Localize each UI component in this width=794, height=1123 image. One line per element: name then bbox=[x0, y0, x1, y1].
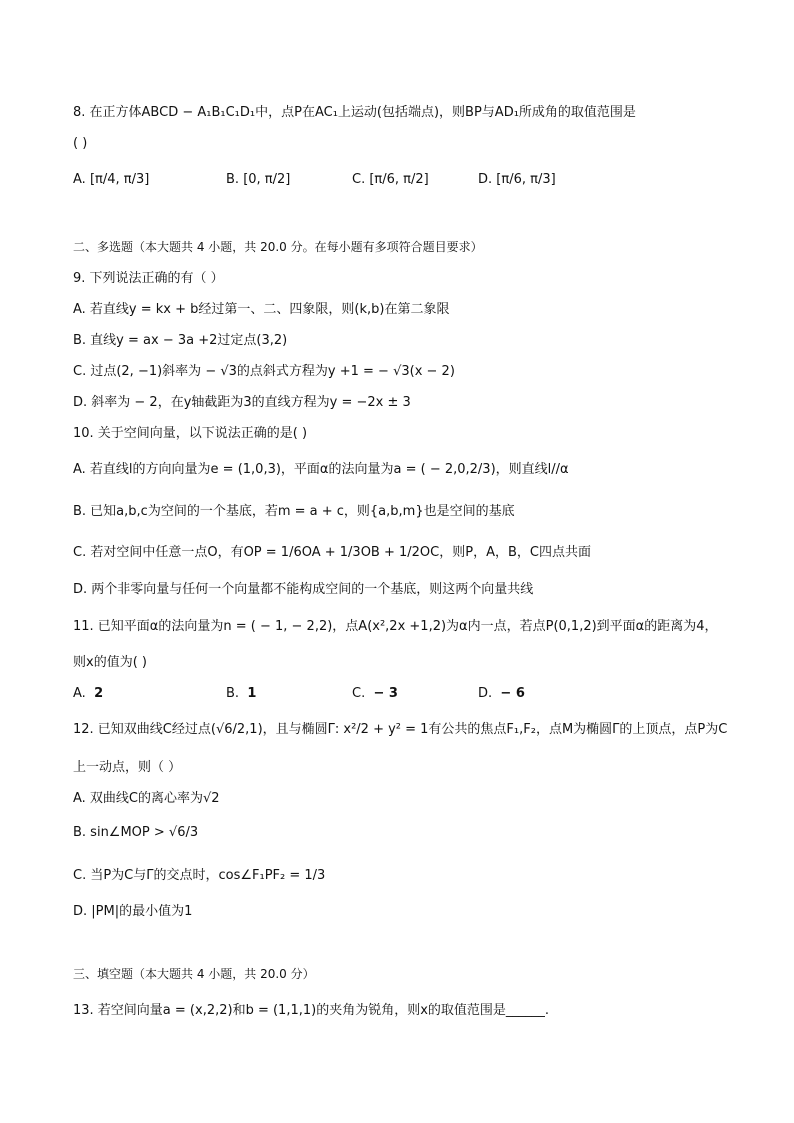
q8-stem: 8. 在正方体ABCD − A₁B₁C₁D₁中，点P在AC₁上运动(包括端点)，则BP与AD₁所成角的取值范围是 bbox=[73, 105, 636, 120]
q11-option-b: B. 1 bbox=[226, 686, 257, 701]
q12-option-b: B. sin∠MOP > √6/3 bbox=[73, 825, 199, 840]
q9-stem: 9. 下列说法正确的有（ ） bbox=[73, 271, 224, 286]
q9-option-d: D. 斜率为 − 2，在y轴截距为3的直线方程为y = −2x ± 3 bbox=[73, 395, 411, 410]
q9-option-c: C. 过点(2, −1)斜率为 − √3的点斜式方程为y +1 = − √3(x − 2) bbox=[73, 364, 455, 379]
q10-option-b: B. 已知a,b,c为空间的一个基底，若m = a + c，则{a,b,m}也是空间的基底 bbox=[73, 504, 515, 519]
q9-option-a: A. 若直线y = kx + b经过第一、二、四象限，则(k,b)在第二象限 bbox=[73, 302, 450, 317]
q12-option-d: D. |PM|的最小值为1 bbox=[73, 904, 193, 919]
q8-paren: ( ) bbox=[73, 136, 88, 151]
q10-option-a: A. 若直线l的方向向量为e = (1,0,3)，平面α的法向量为a = ( − 2,0,2/3)，则直线l//α bbox=[73, 462, 569, 477]
q8-option-d: D. [π/6, π/3] bbox=[478, 172, 556, 187]
q12-stem: 12. 已知双曲线C经过点(√6/2,1)，且与椭圆Γ: x²/2 + y² = 1有公共的焦点F₁,F₂，点M为椭圆Γ的上顶点，点P为C bbox=[73, 722, 728, 737]
q8-option-b: B. [0, π/2] bbox=[226, 172, 291, 187]
section-heading-fill-blank: 三、填空题（本大题共 4 小题，共 20.0 分） bbox=[73, 967, 315, 981]
q12-option-c: C. 当P为C与Γ的交点时，cos∠F₁PF₂ = 1/3 bbox=[73, 868, 326, 883]
q10-option-c: C. 若对空间中任意一点O，有OP = 1/6OA + 1/3OB + 1/2OC，则P，A，B，C四点共面 bbox=[73, 545, 591, 560]
q10-option-d: D. 两个非零向量与任何一个向量都不能构成空间的一个基底，则这两个向量共线 bbox=[73, 582, 534, 597]
q11-option-d: D. − 6 bbox=[478, 686, 525, 701]
q9-option-b: B. 直线y = ax − 3a +2过定点(3,2) bbox=[73, 333, 288, 348]
q10-stem: 10. 关于空间向量，以下说法正确的是( ) bbox=[73, 426, 308, 441]
q13-stem: 13. 若空间向量a = (x,2,2)和b = (1,1,1)的夹角为锐角，则x的取值范围是______. bbox=[73, 1003, 550, 1018]
q11-stem: 11. 已知平面α的法向量为n = ( − 1, − 2,2)，点A(x²,2x +1,2)为α内一点，若点P(0,1,2)到平面α的距离为4， bbox=[73, 619, 718, 634]
q12-stem-continued: 上一动点，则（ ） bbox=[73, 760, 182, 775]
q11-option-a: A. 2 bbox=[73, 686, 104, 701]
q11-stem-continued: 则x的值为( ) bbox=[73, 655, 147, 670]
q8-option-c: C. [π/6, π/2] bbox=[352, 172, 429, 187]
q12-option-a: A. 双曲线C的离心率为√2 bbox=[73, 791, 220, 806]
q11-option-c: C. − 3 bbox=[352, 686, 398, 701]
q8-option-a: A. [π/4, π/3] bbox=[73, 172, 150, 187]
section-heading-multiple-choice: 二、多选题（本大题共 4 小题，共 20.0 分。在每小题有多项符合题目要求） bbox=[73, 240, 483, 254]
